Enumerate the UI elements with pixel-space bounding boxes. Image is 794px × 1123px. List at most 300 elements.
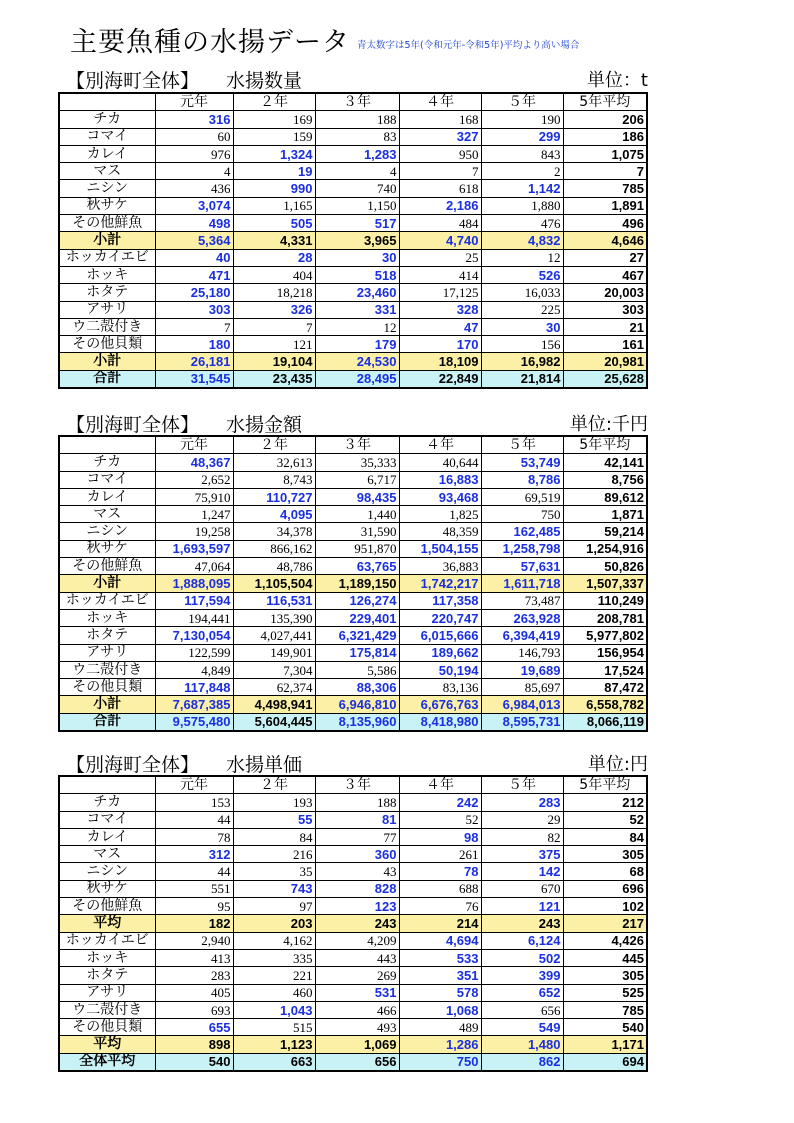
value-cell: 122,599 <box>155 644 233 661</box>
value-cell: 1,825 <box>399 506 481 523</box>
value-cell: 533 <box>399 949 481 966</box>
table-row <box>59 811 647 828</box>
average-cell: 785 <box>563 1001 647 1018</box>
value-cell: 6,984,013 <box>481 696 563 713</box>
value-cell: 189,662 <box>399 644 481 661</box>
row-label: マス <box>59 506 155 523</box>
value-cell: 35,333 <box>315 454 399 471</box>
value-cell: 652 <box>481 984 563 1001</box>
value-cell: 1,043 <box>233 1001 315 1018</box>
unit-label: 単位:千円 <box>569 414 648 435</box>
row-label: その他貝類 <box>59 679 155 696</box>
value-cell: 6,676,763 <box>399 696 481 713</box>
table-row <box>59 932 647 949</box>
total-row <box>59 370 647 388</box>
value-cell: 149,901 <box>233 644 315 661</box>
average-cell: 89,612 <box>563 488 647 505</box>
table-row <box>59 523 647 540</box>
row-label: 小計 <box>59 353 155 370</box>
value-cell: 1,247 <box>155 506 233 523</box>
value-cell: 93,468 <box>399 488 481 505</box>
value-cell: 3,965 <box>315 232 399 249</box>
value-cell: 1,105,504 <box>233 575 315 592</box>
value-cell: 476 <box>481 215 563 232</box>
row-label: 平均 <box>59 915 155 932</box>
value-cell: 52 <box>399 811 481 828</box>
average-cell: 6,558,782 <box>563 696 647 713</box>
value-cell: 7 <box>155 318 233 335</box>
value-cell: 78 <box>399 863 481 880</box>
row-label: 平均 <box>59 1036 155 1053</box>
total-row <box>59 1053 647 1071</box>
value-cell: 123 <box>315 898 399 915</box>
row-label: ホッカイエビ <box>59 932 155 949</box>
table-row <box>59 609 647 626</box>
value-cell: 220,747 <box>399 609 481 626</box>
value-cell: 175,814 <box>315 644 399 661</box>
average-cell: 21 <box>563 318 647 335</box>
value-cell: 4,498,941 <box>233 696 315 713</box>
table-row <box>59 1001 647 1018</box>
row-label: アサリ <box>59 301 155 318</box>
column-header: 5年平均 <box>563 93 647 111</box>
value-cell: 517 <box>315 215 399 232</box>
value-cell: 540 <box>155 1053 233 1071</box>
value-cell: 549 <box>481 1019 563 1036</box>
row-label: チカ <box>59 794 155 811</box>
value-cell: 862 <box>481 1053 563 1071</box>
row-label: その他貝類 <box>59 1019 155 1036</box>
value-cell: 31,545 <box>155 370 233 388</box>
value-cell: 28,495 <box>315 370 399 388</box>
value-cell: 225 <box>481 301 563 318</box>
value-cell: 121 <box>481 898 563 915</box>
value-cell: 40,644 <box>399 454 481 471</box>
value-cell: 7,130,054 <box>155 627 233 644</box>
value-cell: 36,883 <box>399 558 481 575</box>
value-cell: 22,849 <box>399 370 481 388</box>
value-cell: 1,888,095 <box>155 575 233 592</box>
value-cell: 335 <box>233 949 315 966</box>
row-label: 全体平均 <box>59 1053 155 1071</box>
value-cell: 505 <box>233 215 315 232</box>
value-cell: 30 <box>315 249 399 266</box>
value-cell: 21,814 <box>481 370 563 388</box>
row-label: ホタテ <box>59 627 155 644</box>
section-title <box>66 66 302 93</box>
average-cell: 5,977,802 <box>563 627 647 644</box>
value-cell: 229,401 <box>315 609 399 626</box>
row-label: ニシン <box>59 523 155 540</box>
value-cell: 484 <box>399 215 481 232</box>
row-label: 秋サケ <box>59 880 155 897</box>
value-cell: 663 <box>233 1053 315 1071</box>
value-cell: 1,068 <box>399 1001 481 1018</box>
table-row <box>59 794 647 811</box>
column-header: ３年 <box>315 776 399 794</box>
average-cell: 540 <box>563 1019 647 1036</box>
value-cell: 283 <box>481 794 563 811</box>
value-cell: 1,480 <box>481 1036 563 1053</box>
value-cell: 531 <box>315 984 399 1001</box>
value-cell: 156 <box>481 336 563 353</box>
value-cell: 63,765 <box>315 558 399 575</box>
table-row <box>59 215 647 232</box>
table-row <box>59 1019 647 1036</box>
row-label: ホタテ <box>59 284 155 301</box>
value-cell: 299 <box>481 128 563 145</box>
value-cell: 19,689 <box>481 661 563 678</box>
average-cell: 694 <box>563 1053 647 1071</box>
value-cell: 57,631 <box>481 558 563 575</box>
value-cell: 19 <box>233 163 315 180</box>
value-cell: 75,910 <box>155 488 233 505</box>
value-cell: 990 <box>233 180 315 197</box>
value-cell: 243 <box>315 915 399 932</box>
table-row <box>59 471 647 488</box>
column-header: 5年平均 <box>563 436 647 454</box>
value-cell: 221 <box>233 967 315 984</box>
value-cell: 670 <box>481 880 563 897</box>
row-label: 小計 <box>59 575 155 592</box>
value-cell: 2,940 <box>155 932 233 949</box>
header-row <box>59 776 647 794</box>
value-cell: 414 <box>399 266 481 283</box>
row-label: ウ二殻付き <box>59 318 155 335</box>
row-label: ホタテ <box>59 967 155 984</box>
value-cell: 8,135,960 <box>315 713 399 731</box>
value-cell: 360 <box>315 846 399 863</box>
row-label: カレイ <box>59 828 155 845</box>
average-cell: 305 <box>563 846 647 863</box>
table-row <box>59 454 647 471</box>
value-cell: 466 <box>315 1001 399 1018</box>
unit-label: 単位：t <box>586 70 648 91</box>
average-cell: 212 <box>563 794 647 811</box>
row-label: ホッキ <box>59 266 155 283</box>
value-cell: 179 <box>315 336 399 353</box>
value-cell: 135,390 <box>233 609 315 626</box>
average-cell: 17,524 <box>563 661 647 678</box>
value-cell: 9,575,480 <box>155 713 233 731</box>
value-cell: 898 <box>155 1036 233 1053</box>
value-cell: 31,590 <box>315 523 399 540</box>
value-cell: 551 <box>155 880 233 897</box>
average-cell: 696 <box>563 880 647 897</box>
value-cell: 95 <box>155 898 233 915</box>
section-metric: 水揚金額 <box>226 414 303 436</box>
average-cell: 42,141 <box>563 454 647 471</box>
subtotal-row <box>59 353 647 370</box>
average-cell: 27 <box>563 249 647 266</box>
value-cell: 116,531 <box>233 592 315 609</box>
row-label: 合計 <box>59 370 155 388</box>
table-row <box>59 301 647 318</box>
value-cell: 4,162 <box>233 932 315 949</box>
table-row <box>59 967 647 984</box>
value-cell: 443 <box>315 949 399 966</box>
value-cell: 6,124 <box>481 932 563 949</box>
table-row <box>59 266 647 283</box>
value-cell: 40 <box>155 249 233 266</box>
data-table <box>58 92 648 389</box>
value-cell: 6,946,810 <box>315 696 399 713</box>
value-cell: 182 <box>155 915 233 932</box>
value-cell: 6,394,419 <box>481 627 563 644</box>
column-header <box>59 93 155 111</box>
value-cell: 43 <box>315 863 399 880</box>
row-label: ニシン <box>59 863 155 880</box>
value-cell: 460 <box>233 984 315 1001</box>
value-cell: 1,693,597 <box>155 540 233 557</box>
row-label: その他鮮魚 <box>59 215 155 232</box>
value-cell: 194,441 <box>155 609 233 626</box>
average-cell: 467 <box>563 266 647 283</box>
value-cell: 399 <box>481 967 563 984</box>
row-label: チカ <box>59 111 155 128</box>
average-cell: 161 <box>563 336 647 353</box>
value-cell: 8,595,731 <box>481 713 563 731</box>
value-cell: 4,095 <box>233 506 315 523</box>
value-cell: 498 <box>155 215 233 232</box>
value-cell: 8,786 <box>481 471 563 488</box>
value-cell: 263,928 <box>481 609 563 626</box>
value-cell: 55 <box>233 811 315 828</box>
value-cell: 413 <box>155 949 233 966</box>
value-cell: 3,074 <box>155 197 233 214</box>
value-cell: 4 <box>155 163 233 180</box>
value-cell: 180 <box>155 336 233 353</box>
total-row <box>59 713 647 731</box>
value-cell: 168 <box>399 111 481 128</box>
average-cell: 1,891 <box>563 197 647 214</box>
value-cell: 4,832 <box>481 232 563 249</box>
row-label: カレイ <box>59 488 155 505</box>
value-cell: 8,743 <box>233 471 315 488</box>
value-cell: 48,786 <box>233 558 315 575</box>
row-label: その他鮮魚 <box>59 898 155 915</box>
value-cell: 6,321,429 <box>315 627 399 644</box>
value-cell: 950 <box>399 145 481 162</box>
value-cell: 126,274 <box>315 592 399 609</box>
data-table <box>58 775 648 1072</box>
table-row <box>59 163 647 180</box>
legend-note: 青太数字は5年(令和元年-令和5年)平均より高い場合 <box>357 40 580 51</box>
row-label: 秋サケ <box>59 197 155 214</box>
average-cell: 50,826 <box>563 558 647 575</box>
value-cell: 303 <box>155 301 233 318</box>
average-cell: 102 <box>563 898 647 915</box>
column-header <box>59 436 155 454</box>
value-cell: 47,064 <box>155 558 233 575</box>
average-cell: 4,646 <box>563 232 647 249</box>
section-scope: 【別海町全体】 <box>66 754 200 776</box>
value-cell: 515 <box>233 1019 315 1036</box>
row-label: 秋サケ <box>59 540 155 557</box>
value-cell: 29 <box>481 811 563 828</box>
value-cell: 97 <box>233 898 315 915</box>
value-cell: 261 <box>399 846 481 863</box>
section-scope: 【別海町全体】 <box>66 414 200 436</box>
value-cell: 526 <box>481 266 563 283</box>
value-cell: 283 <box>155 967 233 984</box>
column-header: ５年 <box>481 93 563 111</box>
value-cell: 110,727 <box>233 488 315 505</box>
value-cell: 8,418,980 <box>399 713 481 731</box>
table-row <box>59 863 647 880</box>
table-row <box>59 180 647 197</box>
table-row <box>59 898 647 915</box>
value-cell: 750 <box>481 506 563 523</box>
column-header: ３年 <box>315 93 399 111</box>
table-row <box>59 488 647 505</box>
value-cell: 84 <box>233 828 315 845</box>
average-cell: 1,171 <box>563 1036 647 1053</box>
value-cell: 19,258 <box>155 523 233 540</box>
average-cell: 20,003 <box>563 284 647 301</box>
value-cell: 4,331 <box>233 232 315 249</box>
value-cell: 16,982 <box>481 353 563 370</box>
average-cell: 445 <box>563 949 647 966</box>
value-cell: 98 <box>399 828 481 845</box>
value-cell: 1,150 <box>315 197 399 214</box>
value-cell: 18,109 <box>399 353 481 370</box>
subtotal-row <box>59 696 647 713</box>
row-label: マス <box>59 163 155 180</box>
value-cell: 743 <box>233 880 315 897</box>
value-cell: 4,209 <box>315 932 399 949</box>
value-cell: 153 <box>155 794 233 811</box>
section-title <box>66 410 302 437</box>
table-row <box>59 984 647 1001</box>
value-cell: 83,136 <box>399 679 481 696</box>
value-cell: 404 <box>233 266 315 283</box>
table-row <box>59 336 647 353</box>
value-cell: 30 <box>481 318 563 335</box>
value-cell: 4,849 <box>155 661 233 678</box>
section-metric: 水揚数量 <box>226 70 303 92</box>
average-cell: 303 <box>563 301 647 318</box>
value-cell: 98,435 <box>315 488 399 505</box>
column-header <box>59 776 155 794</box>
value-cell: 2,186 <box>399 197 481 214</box>
value-cell: 24,530 <box>315 353 399 370</box>
row-label: カレイ <box>59 145 155 162</box>
value-cell: 85,697 <box>481 679 563 696</box>
value-cell: 843 <box>481 145 563 162</box>
value-cell: 1,165 <box>233 197 315 214</box>
row-label: その他鮮魚 <box>59 558 155 575</box>
average-cell: 206 <box>563 111 647 128</box>
average-cell: 305 <box>563 967 647 984</box>
column-header: 5年平均 <box>563 776 647 794</box>
average-cell: 525 <box>563 984 647 1001</box>
average-cell: 4,426 <box>563 932 647 949</box>
value-cell: 578 <box>399 984 481 1001</box>
value-cell: 5,604,445 <box>233 713 315 731</box>
value-cell: 312 <box>155 846 233 863</box>
value-cell: 688 <box>399 880 481 897</box>
value-cell: 48,359 <box>399 523 481 540</box>
value-cell: 28 <box>233 249 315 266</box>
row-label: 合計 <box>59 713 155 731</box>
value-cell: 269 <box>315 967 399 984</box>
table-row <box>59 846 647 863</box>
average-cell: 84 <box>563 828 647 845</box>
average-cell: 25,628 <box>563 370 647 388</box>
value-cell: 62,374 <box>233 679 315 696</box>
value-cell: 976 <box>155 145 233 162</box>
value-cell: 7 <box>233 318 315 335</box>
column-header: ４年 <box>399 436 481 454</box>
value-cell: 6,015,666 <box>399 627 481 644</box>
row-label: 小計 <box>59 696 155 713</box>
average-cell: 1,075 <box>563 145 647 162</box>
table-row <box>59 661 647 678</box>
average-cell: 110,249 <box>563 592 647 609</box>
value-cell: 12 <box>315 318 399 335</box>
table-row <box>59 318 647 335</box>
value-cell: 25,180 <box>155 284 233 301</box>
average-cell: 208,781 <box>563 609 647 626</box>
value-cell: 502 <box>481 949 563 966</box>
unit-label: 単位:円 <box>587 754 648 775</box>
value-cell: 47 <box>399 318 481 335</box>
value-cell: 16,883 <box>399 471 481 488</box>
value-cell: 146,793 <box>481 644 563 661</box>
header-row <box>59 93 647 111</box>
value-cell: 1,611,718 <box>481 575 563 592</box>
table-row <box>59 644 647 661</box>
value-cell: 1,283 <box>315 145 399 162</box>
average-cell: 1,507,337 <box>563 575 647 592</box>
average-cell: 20,981 <box>563 353 647 370</box>
value-cell: 5,586 <box>315 661 399 678</box>
row-label: ウ二殻付き <box>59 1001 155 1018</box>
value-cell: 828 <box>315 880 399 897</box>
row-label: その他貝類 <box>59 336 155 353</box>
value-cell: 489 <box>399 1019 481 1036</box>
table-row <box>59 540 647 557</box>
table-row <box>59 679 647 696</box>
table-row <box>59 128 647 145</box>
value-cell: 32,613 <box>233 454 315 471</box>
value-cell: 4,694 <box>399 932 481 949</box>
row-label: 小計 <box>59 232 155 249</box>
section-title <box>66 750 302 777</box>
value-cell: 4,027,441 <box>233 627 315 644</box>
value-cell: 69,519 <box>481 488 563 505</box>
row-label: ニシン <box>59 180 155 197</box>
table-row <box>59 145 647 162</box>
column-header: 元年 <box>155 93 233 111</box>
value-cell: 4 <box>315 163 399 180</box>
value-cell: 618 <box>399 180 481 197</box>
value-cell: 188 <box>315 794 399 811</box>
average-cell: 59,214 <box>563 523 647 540</box>
column-header: ５年 <box>481 436 563 454</box>
row-label: マス <box>59 846 155 863</box>
subtotal-row <box>59 232 647 249</box>
value-cell: 117,358 <box>399 592 481 609</box>
average-cell: 156,954 <box>563 644 647 661</box>
value-cell: 193 <box>233 794 315 811</box>
value-cell: 216 <box>233 846 315 863</box>
value-cell: 2 <box>481 163 563 180</box>
value-cell: 44 <box>155 811 233 828</box>
value-cell: 19,104 <box>233 353 315 370</box>
table-row <box>59 592 647 609</box>
